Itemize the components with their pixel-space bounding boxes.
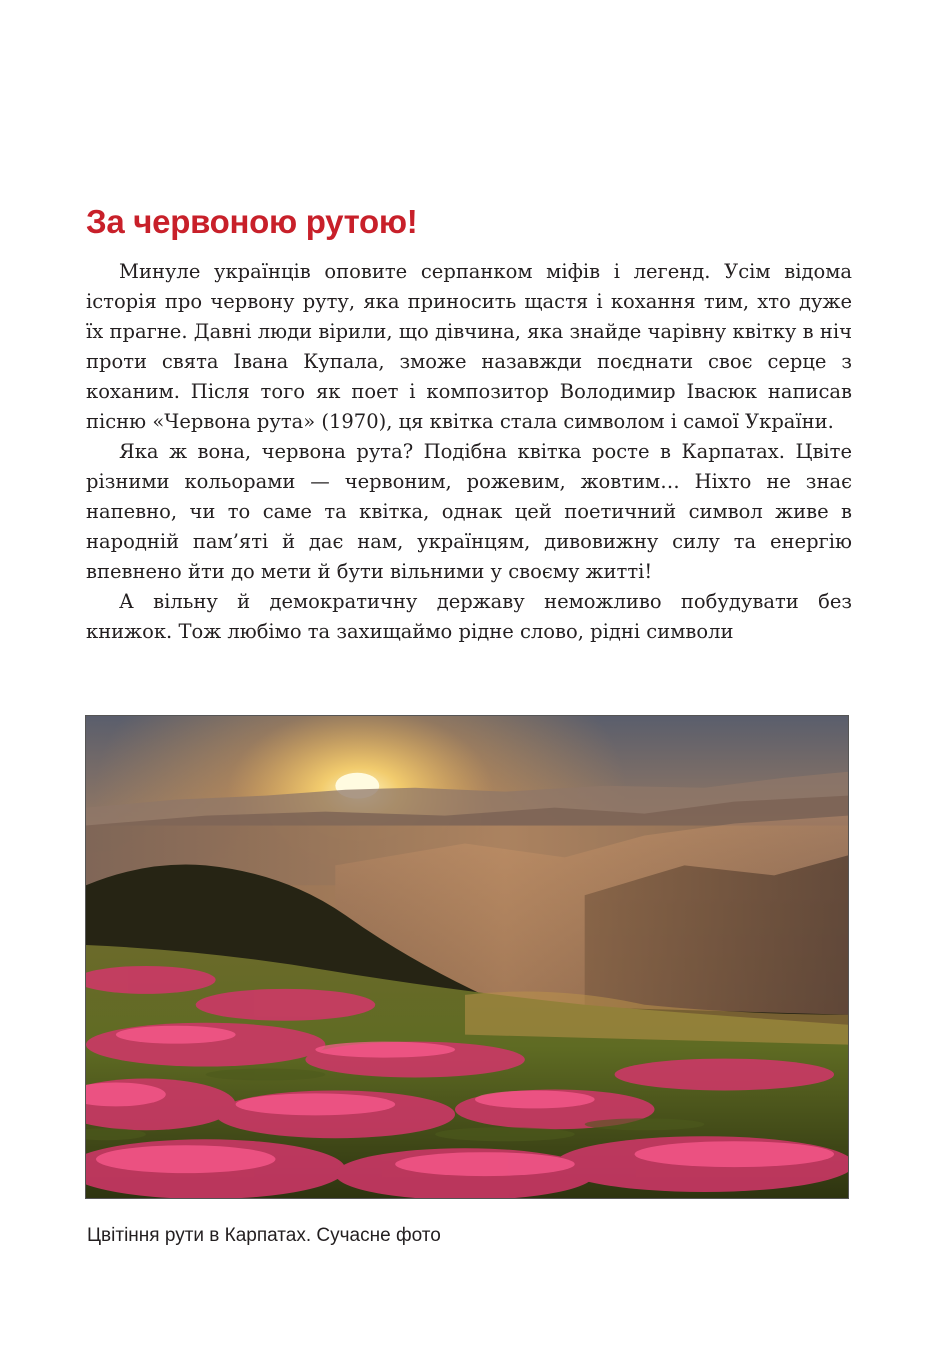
- article-text: [86, 257, 852, 647]
- carpathian-landscape-photo: [85, 715, 849, 1199]
- photo-caption: Цвітіння рути в Карпатах. Сучасне фото: [87, 1225, 441, 1246]
- sunset-mountains-image: [86, 716, 848, 1198]
- paragraph: А вільну й демократичну державу неможливо побудувати без книжок. Тож любімо та захищаймо рідне слово, рідні символи: [86, 590, 852, 643]
- paragraph: Яка ж вона, червона рута? Подібна квітка росте в Карпатах. Цвіте різними кольорами — червоним, рожевим, жовтим… Ніхто не знає напевно, чи то саме та квітка, однак цей поетичний символ живе в народній пам’яті й дає нам, українцям, дивовижну силу та енергію впевнено йти до мети й бути вільними у своєму житті!: [86, 440, 852, 583]
- page-title: За червоною рутою!: [86, 203, 418, 240]
- paragraph: Минуле українців оповите серпанком міфів і легенд. Усім відома історія про червону руту, яка приносить щастя і кохання тим, хто дуже їх прагне. Давні люди вірили, що дівчина, яка знайде чарівну квітку в ніч проти свята Івана Купала, зможе назавжди поєднати своє серце з коханим. Після того як поет і композитор Володимир Івасюк написав пісню «Червона рута» (1970), ця квітка стала символом і самої України.: [86, 260, 852, 433]
